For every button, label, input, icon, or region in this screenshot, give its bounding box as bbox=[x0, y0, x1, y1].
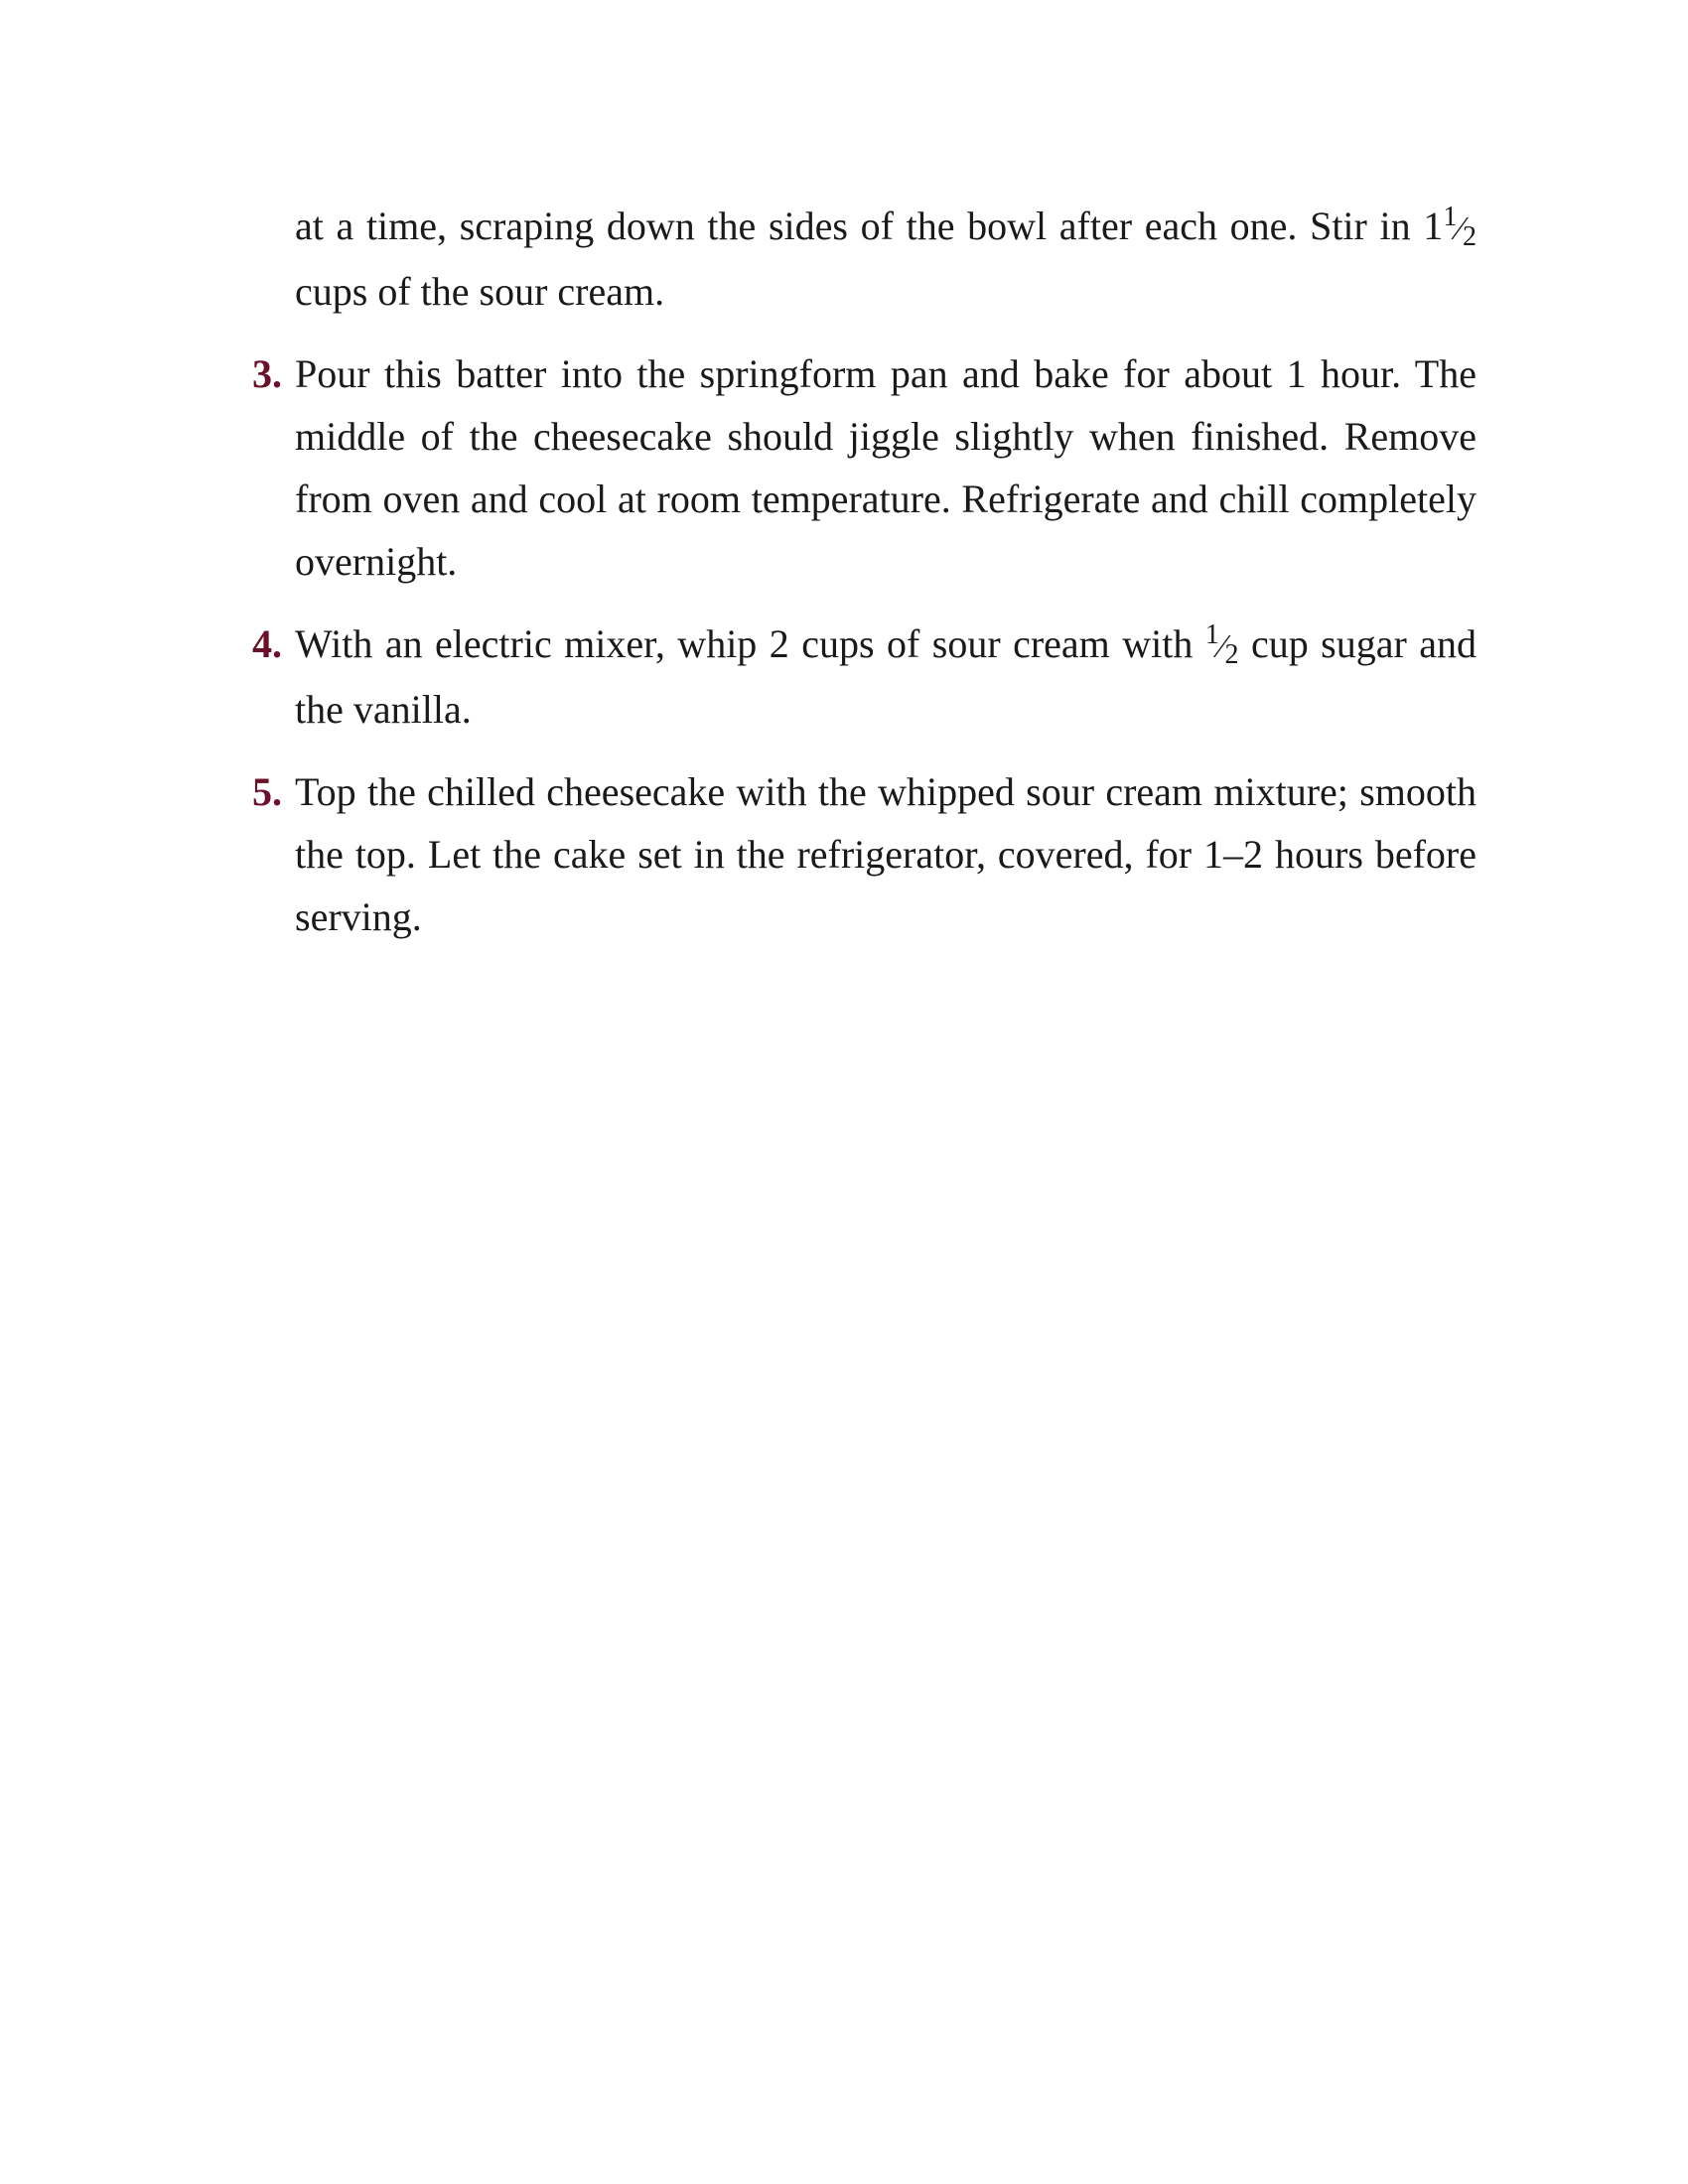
recipe-instructions bbox=[252, 195, 1477, 968]
continuation-text-before: at a time, scraping down the sides of the bowl after each one. Stir in 1 bbox=[295, 204, 1444, 248]
step-5 bbox=[252, 760, 1477, 948]
continuation-text-after: cups of the sour cream. bbox=[295, 269, 665, 314]
step-text: Pour this batter into the springform pan and bake for about 1 hour. The middle of the cheesecake should jiggle slightly when finished. Remove from oven and cool at room temperature. Refrigerate and chill completely overnight. bbox=[295, 351, 1477, 584]
step-text: Top the chilled cheesecake with the whipped sour cream mixture; smooth the top. Let the cake set in the refrigerator, covered, for 1–2 hours before serving. bbox=[295, 769, 1477, 939]
step-text-after: cup sugar and the vanilla. bbox=[295, 621, 1477, 732]
step-number: 4. bbox=[252, 621, 282, 666]
step-number: 3. bbox=[252, 351, 282, 396]
step-text-before: With an electric mixer, whip 2 cups of sour cream with bbox=[295, 621, 1205, 666]
step-4 bbox=[252, 613, 1477, 741]
fraction-numerator: 1 bbox=[1204, 619, 1219, 650]
step-number: 5. bbox=[252, 769, 282, 814]
fraction-slash: ⁄ bbox=[1218, 628, 1225, 665]
fraction-numerator: 1 bbox=[1443, 202, 1458, 232]
step-3 bbox=[252, 342, 1477, 593]
fraction-denominator: 2 bbox=[1463, 221, 1477, 252]
step-2-continuation bbox=[295, 195, 1477, 323]
fraction-denominator: 2 bbox=[1224, 639, 1239, 670]
fraction-one-half bbox=[1204, 619, 1239, 670]
fraction-one-half bbox=[1443, 202, 1477, 252]
fraction-slash: ⁄ bbox=[1457, 210, 1463, 247]
